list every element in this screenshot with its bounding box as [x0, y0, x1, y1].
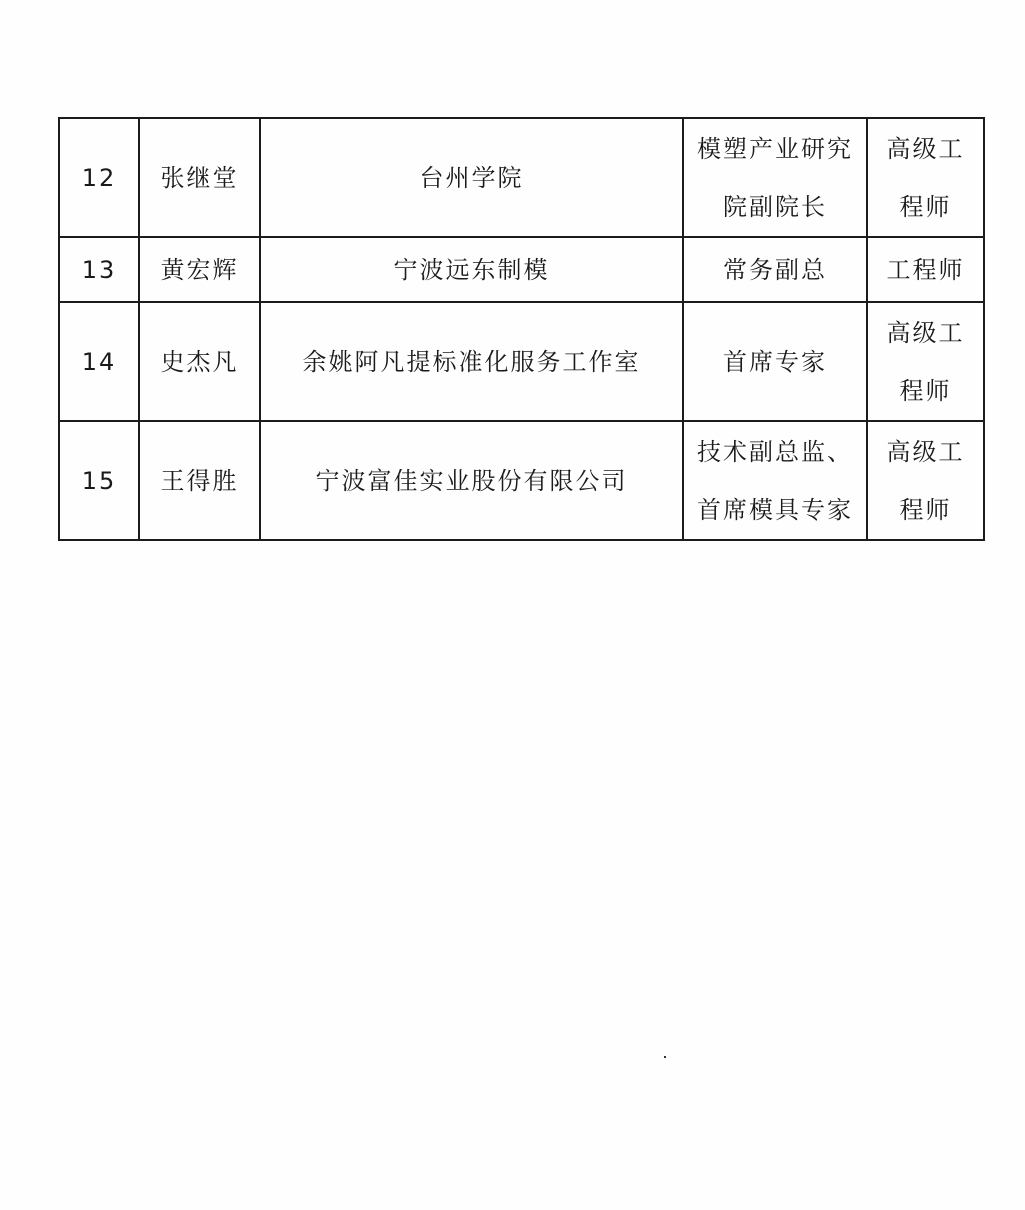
person-name: 黄宏辉 — [139, 237, 260, 302]
position-title — [683, 118, 867, 237]
position-title-line: 首席专家 — [723, 347, 827, 376]
row-number: 15 — [59, 421, 139, 540]
row-number: 13 — [59, 237, 139, 302]
table-row — [59, 118, 984, 237]
table-row — [59, 421, 984, 540]
professional-rank — [867, 237, 984, 302]
professional-rank-line: 程师 — [899, 495, 952, 524]
professional-rank — [867, 421, 984, 540]
professional-rank — [867, 118, 984, 237]
person-name: 张继堂 — [139, 118, 260, 237]
professional-rank-line: 程师 — [899, 192, 952, 221]
position-title-line: 常务副总 — [723, 255, 827, 284]
organization: 台州学院 — [260, 118, 683, 237]
personnel-table — [58, 117, 985, 541]
row-number: 12 — [59, 118, 139, 237]
professional-rank-line: 高级工 — [886, 437, 965, 466]
position-title — [683, 421, 867, 540]
position-title-line: 首席模具专家 — [697, 495, 853, 524]
professional-rank — [867, 302, 984, 421]
professional-rank-line: 高级工 — [886, 318, 965, 347]
position-title-line: 模塑产业研究 — [697, 134, 853, 163]
position-title-line: 技术副总监、 — [697, 437, 853, 466]
position-title — [683, 302, 867, 421]
organization: 宁波远东制模 — [260, 237, 683, 302]
table-row — [59, 237, 984, 302]
professional-rank-line: 工程师 — [886, 255, 965, 284]
table-row — [59, 302, 984, 421]
professional-rank-line: 高级工 — [886, 134, 965, 163]
row-number: 14 — [59, 302, 139, 421]
person-name: 王得胜 — [139, 421, 260, 540]
professional-rank-line: 程师 — [899, 376, 952, 405]
organization: 宁波富佳实业股份有限公司 — [260, 421, 683, 540]
scan-speck — [664, 1056, 666, 1058]
position-title-line: 院副院长 — [723, 192, 827, 221]
position-title — [683, 237, 867, 302]
person-name: 史杰凡 — [139, 302, 260, 421]
organization: 余姚阿凡提标准化服务工作室 — [260, 302, 683, 421]
